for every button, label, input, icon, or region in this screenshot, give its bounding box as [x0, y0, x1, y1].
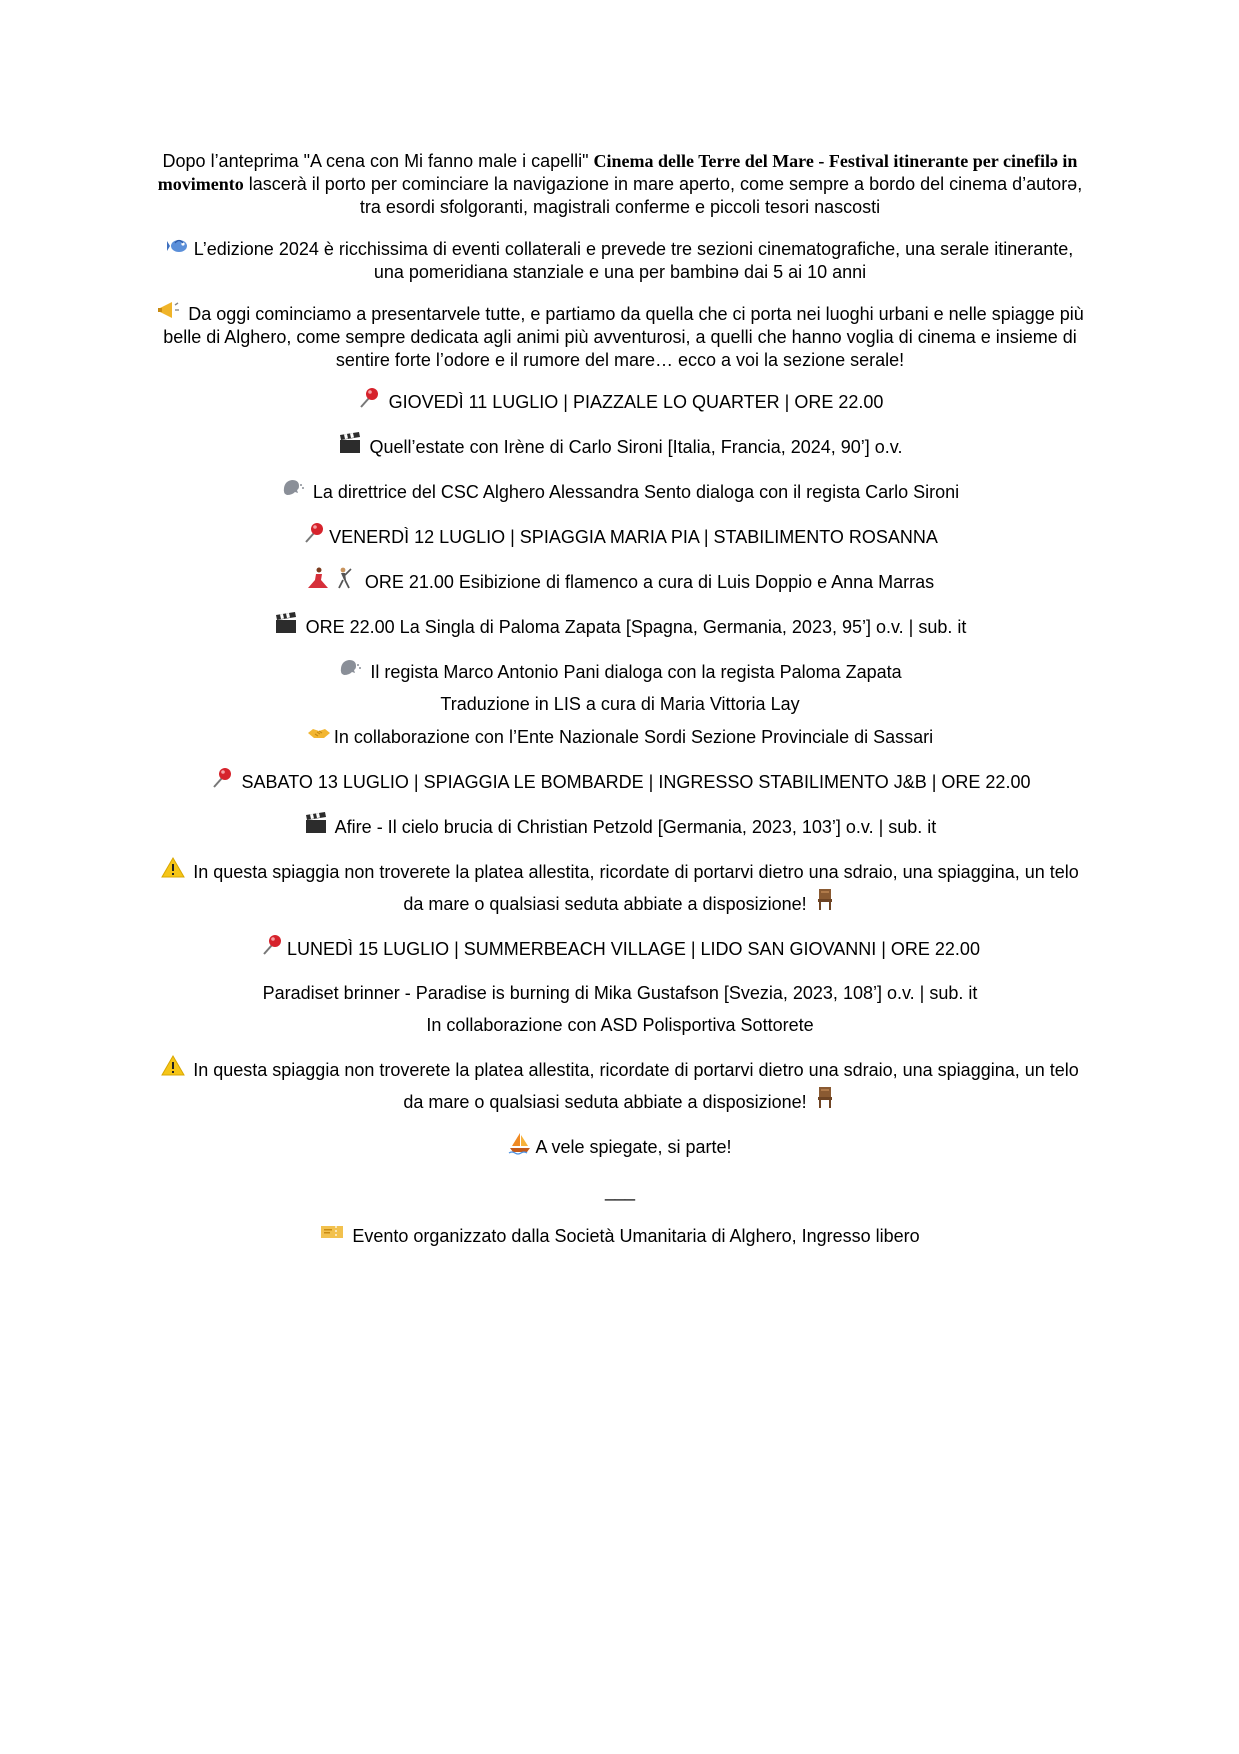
- event1-film-text: Quell’estate con Irène di Carlo Sironi [Italia, Francia, 2024, 90’] o.v.: [364, 437, 903, 457]
- clapper-icon: [304, 811, 328, 835]
- event4-place-text: LUNEDÌ 15 LUGLIO | SUMMERBEACH VILLAGE | LIDO SAN GIOVANNI | ORE 22.00: [287, 939, 980, 959]
- event2-talk: [150, 656, 1090, 687]
- pushpin-icon: [302, 521, 326, 545]
- event2-lis: Traduzione in LIS a cura di Maria Vittoria Lay: [440, 694, 800, 714]
- pushpin-icon: [357, 386, 381, 410]
- edition-text: L’edizione 2024 è ricchissima di eventi collaterali e prevede tre sezioni cinematografiche, una serale itinerante, una pomeridiana stanziale e una per bambinə dai 5 ai 10 anni: [193, 239, 1074, 282]
- organizer-line: [150, 1220, 1090, 1251]
- chair-icon: [813, 887, 837, 911]
- event4-warning: [150, 1054, 1090, 1117]
- event3-film: [150, 811, 1090, 842]
- event4-place: [150, 933, 1090, 964]
- event2-place-text: VENERDÌ 12 LUGLIO | SPIAGGIA MARIA PIA | STABILIMENTO ROSANNA: [329, 527, 938, 547]
- organizer-text: Evento organizzato dalla Società Umanitaria di Alghero, Ingresso libero: [347, 1226, 920, 1246]
- event2-place: [150, 521, 1090, 552]
- intro-paragraph: [150, 150, 1090, 219]
- event2-flamenco-text: ORE 21.00 Esibizione di flamenco a cura di Luis Doppio e Anna Marras: [359, 572, 935, 592]
- event1-place: [150, 386, 1090, 417]
- event2-film-text: ORE 22.00 La Singla di Paloma Zapata [Spagna, Germania, 2023, 95’] o.v. | sub. it: [300, 617, 967, 637]
- clapper-icon: [338, 431, 362, 455]
- edition-paragraph: [150, 233, 1090, 284]
- megaphone-icon: [156, 298, 180, 322]
- speech-icon: [281, 476, 305, 500]
- event4-warning-text: In questa spiaggia non troverete la platea allestita, ricordate di portarvi dietro una sdraio, una spiaggina, un telo da mare o qualsiasi seduta abbiate a disposizione!: [188, 1060, 1079, 1112]
- sail-line: [150, 1131, 1090, 1162]
- event4-film: Paradiset brinner - Paradise is burning di Mika Gustafson [Svezia, 2023, 108’] o.v. | sub. it: [262, 983, 978, 1003]
- sail-text: A vele spiegate, si parte!: [535, 1137, 732, 1157]
- separator-line: ___: [604, 1181, 636, 1201]
- fish-icon: [167, 233, 191, 257]
- event2-collab: [150, 721, 1090, 752]
- presentation-paragraph: [150, 298, 1090, 372]
- event3-warning-text: In questa spiaggia non troverete la platea allestita, ricordate di portarvi dietro una sdraio, una spiaggina, un telo da mare o qualsiasi seduta abbiate a disposizione!: [188, 862, 1079, 914]
- event1-film: [150, 431, 1090, 462]
- chair-icon: [813, 1085, 837, 1109]
- event1-talk-text: La direttrice del CSC Alghero Alessandra Sento dialoga con il regista Carlo Sironi: [307, 482, 960, 502]
- ticket-icon: [320, 1220, 344, 1244]
- event2-talk-text: Il regista Marco Antonio Pani dialoga con la regista Paloma Zapata: [365, 662, 902, 682]
- sailboat-icon: [508, 1131, 532, 1155]
- dancer-icon: [306, 566, 330, 590]
- press-release-body: [150, 150, 1090, 1265]
- festival-name: Cinema delle Terre del Mare - Festival itinerante per cinefilə in movimento: [157, 151, 1078, 194]
- event4-collab: In collaborazione con ASD Polisportiva Sottorete: [426, 1015, 814, 1035]
- event2-collab-text: In collaborazione con l’Ente Nazionale Sordi Sezione Provinciale di Sassari: [333, 727, 934, 747]
- event3-place-text: SABATO 13 LUGLIO | SPIAGGIA LE BOMBARDE | INGRESSO STABILIMENTO J&B | ORE 22.00: [236, 772, 1031, 792]
- warning-icon: [161, 856, 185, 880]
- warning-icon: [161, 1054, 185, 1078]
- event3-warning: [150, 856, 1090, 919]
- clapper-icon: [274, 611, 298, 635]
- speech-icon: [338, 656, 362, 680]
- handshake-icon: [307, 721, 331, 745]
- pushpin-icon: [260, 933, 284, 957]
- event3-film-text: Afire - Il cielo brucia di Christian Petzold [Germania, 2023, 103’] o.v. | sub. it: [330, 817, 937, 837]
- event1-place-text: GIOVEDÌ 11 LUGLIO | PIAZZALE LO QUARTER | ORE 22.00: [383, 392, 884, 412]
- intro-post: lascerà il porto per cominciare la navigazione in mare aperto, come sempre a bordo del cinema d’autorə, tra esordi sfolgoranti, magistrali conferme e piccoli tesori nascosti: [243, 174, 1083, 217]
- presentation-text: Da oggi cominciamo a presentarvele tutte, e partiamo da quella che ci porta nei luoghi urbani e nelle spiagge più belle di Alghero, come sempre dedicata agli animi più avventurosi, a quelli che hanno voglia di cinema e insieme di sentire forte l’odore e il rumore del mare… ecco a voi la sezione serale!: [163, 304, 1084, 370]
- man-dancing-icon: [333, 566, 357, 590]
- separator: [150, 1176, 1090, 1206]
- pushpin-icon: [210, 766, 234, 790]
- event2-flamenco: [150, 566, 1090, 597]
- event2-film: [150, 611, 1090, 642]
- event1-talk: [150, 476, 1090, 507]
- intro-pre: Dopo l’anteprima "A cena con Mi fanno male i capelli": [162, 151, 594, 171]
- event3-place: [150, 766, 1090, 797]
